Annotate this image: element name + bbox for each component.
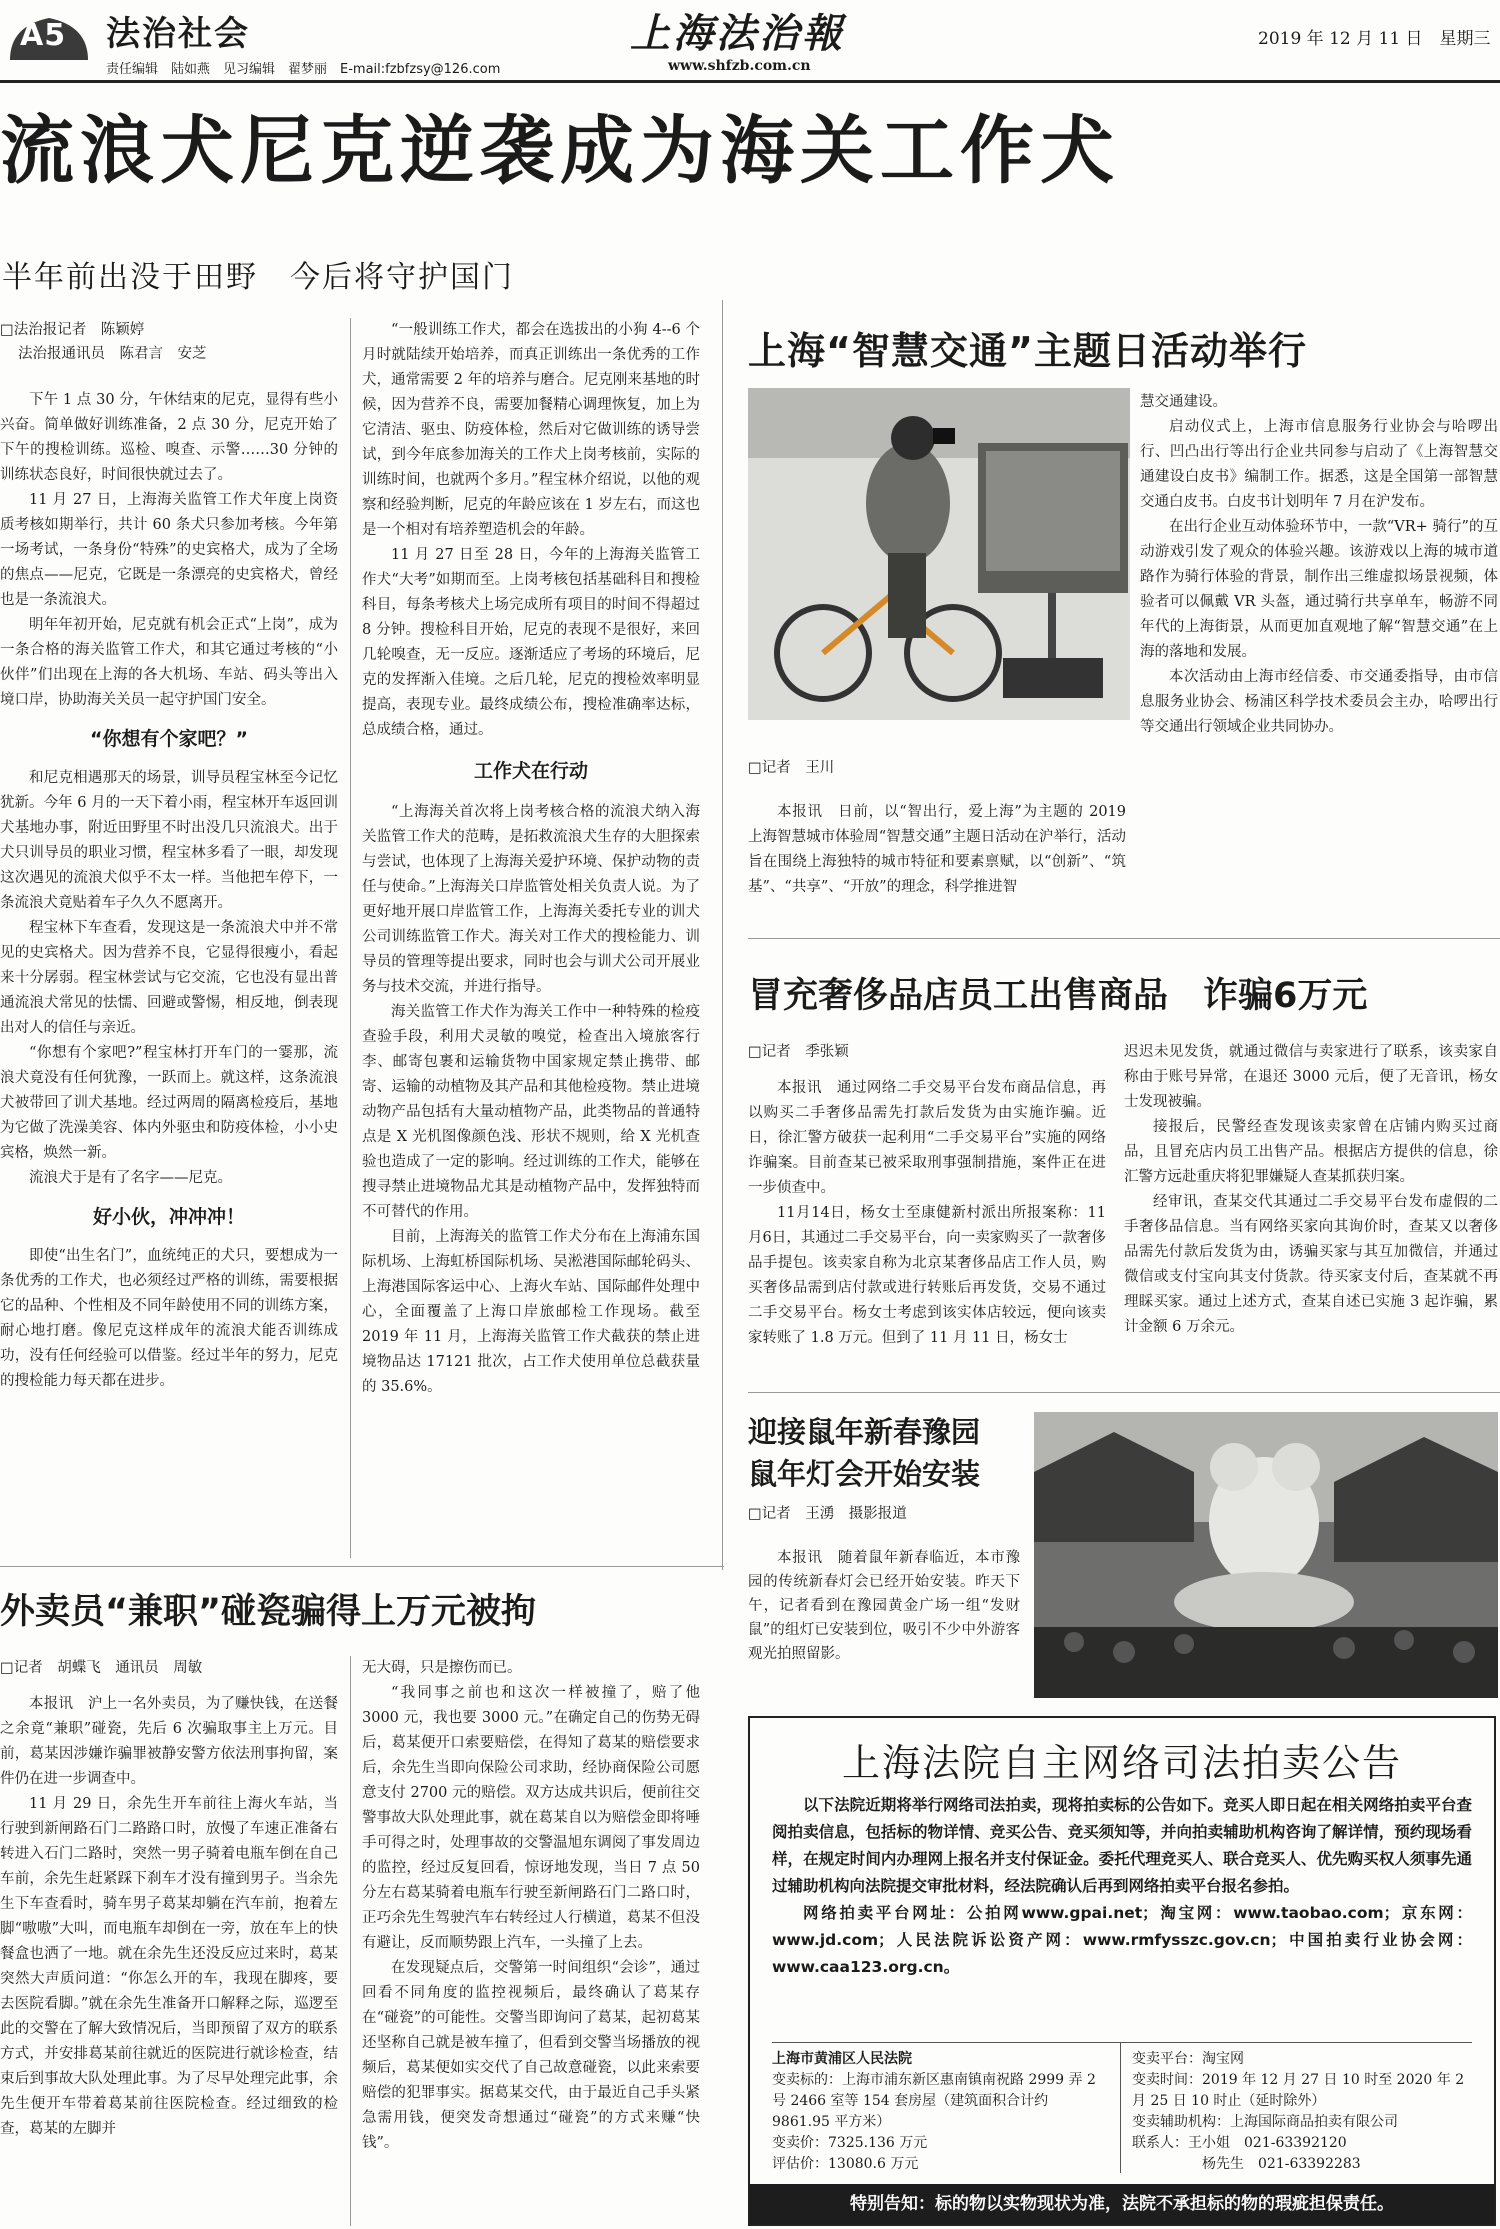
lead-paragraph: 11 月 27 日，上海海关监管工作犬年度上岗资质考核如期举行，共计 60 条犬只参加考核。今年第一场考试，一条身份“特殊”的史宾格犬，成为了全场的焦点——尼克，它既是一条漂亮的史宾格犬，曾经也是一条流浪犬。 xyxy=(0,492,338,608)
lantern-photo xyxy=(1034,1412,1498,1698)
delivery-column-2 xyxy=(362,1656,700,2226)
paper-website: www.shfzb.com.cn xyxy=(668,58,811,74)
page-number-badge xyxy=(4,8,94,64)
lead-paragraph: 11 月 27 日至 28 日，今年的上海海关监管工作犬“大考”如期而至。上岗考核包括基础科目和搜检科目，每条考核犬上场完成所有项目的时间不得超过 8 分钟。搜检科目开始，尼克的表现不是很好，来回几轮嗅查，无一反应。逐渐适应了考场的环境后，尼克的发挥渐入佳境。之后几轮，尼克的搜检效率明显提高，表现专业。最终成绩公布，搜检准确率达标，总成绩合格，通过。 xyxy=(362,547,700,738)
auction-contact-2: 杨先生 021-63392283 xyxy=(1202,2156,1361,2172)
editors-line: 责任编辑 陆如燕 见习编辑 翟梦丽 E-mail:fzbfzsy@126.com xyxy=(106,62,501,77)
traffic-intro xyxy=(748,800,1126,910)
auction-contact-1: 联系人：王小姐 021-63392120 xyxy=(1132,2135,1347,2151)
auction-notice-box xyxy=(748,1716,1496,2226)
lead-paragraph: 即使“出生名门”，血统纯正的犬只，要想成为一条优秀的工作犬，也必须经过严格的训练，需要根据它的品种、个性相及不同年龄使用不同的训练方案，耐心地打磨。像尼克这样成年的流浪犬能否训练成功，没有任何经验可以借鉴。经过半年的努力，尼克的搜检能力每天都在进步。 xyxy=(0,1248,338,1389)
auction-item: 变卖标的：上海市浦东新区惠南镇南祝路 2999 弄 2 号 2466 室等 154 套房屋（建筑面积合计约 9861.95 平方米） xyxy=(772,2072,1096,2130)
traffic-paragraph: 启动仪式上，上海市信息服务行业协会与哈啰出行、凹凸出行等出行企业共同参与启动了《上海智慧交通建设白皮书》编制工作。据悉，这是全国第一部智慧交通白皮书。白皮书计划明年 7 月在沪发布。 xyxy=(1140,419,1498,510)
issue-date: 2019 年 12 月 11 日 星期三 xyxy=(1258,29,1491,49)
traffic-paragraph: 本报讯 日前，以“智出行，爱上海”为主题的 2019 上海智慧城市体验周“智慧交通”主题日活动在沪举行，活动旨在围绕上海独特的城市特征和要素禀赋，以“创新”、“筑基”、“共享”、“开放”的理念，科学推进智 xyxy=(748,804,1126,895)
lead-paragraph: 流浪犬于是有了名字——尼克。 xyxy=(29,1170,232,1186)
lead-byline xyxy=(0,318,340,366)
traffic-column-right xyxy=(1140,390,1498,910)
auction-appraisal: 评估价：13080.6 万元 xyxy=(772,2156,919,2172)
delivery-paragraph: 无大碍，只是擦伤而已。 xyxy=(362,1660,522,1676)
luxury-paragraph: 迟迟未见发货，就通过微信与卖家进行了联系，该卖家自称由于账号异常，在退还 3000 元后，便了无音讯，杨女士发现被骗。 xyxy=(1124,1044,1498,1110)
lead-paragraph: 和尼克相遇那天的场景，训导员程宝林至今记忆犹新。今年 6 月的一天下着小雨，程宝林开车返回训犬基地办事，附近田野里不时出没几只流浪犬。出于犬只训导员的职业习惯，程宝林多看了一眼，却发现这次遇见的流浪犬似乎不太一样。当他把车停下，一条流浪犬竟贴着车子久久不愿离开。 xyxy=(0,770,338,911)
lead-byline-reporter: □法治报记者 陈颖婷 xyxy=(0,322,145,338)
vr-cycling-photo-icon xyxy=(748,388,1130,720)
lead-byline-correspondents: 法治报通讯员 陈君言 安芝 xyxy=(18,346,207,362)
lead-paragraph: 海关监管工作犬作为海关工作中一种特殊的检疫查验手段，利用犬灵敏的嗅觉，检查出入境旅客行李、邮寄包裹和运输货物中国家规定禁止携带、邮寄、运输的动植物及其产品和其他检疫物。禁止进境动物产品包括有大量动植物产品，此类物品的普通特点是 X 光机图像颜色浅、形状不规则，给 X 光机查验也造成了一定的影响。经过训练的工作犬，能够在搜寻禁止进境物品尤其是动植物产品中，发挥独特而不可替代的作用。 xyxy=(362,1004,700,1220)
lead-paragraph: 目前，上海海关的监管工作犬分布在上海浦东国际机场、上海虹桥国际机场、吴淞港国际邮轮码头、上海港国际客运中心、上海火车站、国际邮件处理中心，全面覆盖了上海口岸旅邮检工作现场。截至 2019 年 11 月，上海海关监管工作犬截获的禁止进境物品达 17121 批次，占工作犬使用单位总截获量的 35.6%。 xyxy=(362,1229,700,1395)
traffic-byline: □记者 王川 xyxy=(748,760,835,776)
auction-notice-intro: 以下法院近期将举行网络司法拍卖，现将拍卖标的公告如下。竞买人即日起在相关网络拍卖平台查阅拍卖信息，包括标的物详情、竞买公告、竞买须知等，并向拍卖辅助机构咨询了解详情，预约现场看样，在规定时间内办理网上报名并支付保证金。委托代理竞买人、联合竞买人、优先购买权人须事先通过辅助机构向法院提交审批材料，经法院确认后再到网络拍卖平台报名参拍。 xyxy=(772,1796,1472,1895)
auction-price: 变卖价：7325.136 万元 xyxy=(772,2135,928,2151)
delivery-top-rule xyxy=(0,1566,724,1567)
rat-lantern-photo-icon xyxy=(1034,1412,1498,1698)
lead-paragraph: 程宝林下车查看，发现这是一条流浪犬中并不常见的史宾格犬。因为营养不良，它显得很瘦小，看起来十分孱弱。程宝林尝试与它交流，它也没有显出普通流浪犬常见的怯懦、回避或警惕，相反地，倒表现出对人的信任与亲近。 xyxy=(0,920,338,1036)
lead-subheadline: 半年前出没于田野 今后将守护国门 xyxy=(2,260,514,295)
page-number: A5 xyxy=(20,18,67,53)
lead-paragraph: “上海海关首次将上岗考核合格的流浪犬纳入海关监管工作犬的范畴，是拓救流浪犬生存的大胆探索与尝试，也体现了上海海关爱护环境、保护动物的责任与使命。”上海海关口岸监管处相关负责人说。为了更好地开展口岸监管工作，上海海关委托专业的训犬公司训练监管工作犬。海关对工作犬的搜检能力、训导员的管理等提出要求，同时也会与训犬公司开展业务与技术交流，并进行指导。 xyxy=(362,804,700,995)
lead-column-1 xyxy=(0,388,338,1553)
column-divider-main xyxy=(722,300,723,1570)
auction-notice-title: 上海法院自主网络司法拍卖公告 xyxy=(841,1741,1402,1785)
luxury-paragraph: 接报后，民警经查发现该卖家曾在店铺内购买过商品，且冒充店内员工出售产品。根据店方提供的信息，徐汇警方远赴重庆将犯罪嫌疑人查某抓获归案。 xyxy=(1124,1119,1498,1185)
section-name: 法治社会 xyxy=(106,14,250,54)
luxury-column-2 xyxy=(1124,1040,1498,1376)
delivery-paragraph: 本报讯 沪上一名外卖员，为了赚快钱，在送餐之余竟“兼职”碰瓷，先后 6 次骗取事主上万元。目前，葛某因涉嫌诈骗罪被静安警方依法刑事拘留，案件仍在进一步调查中。 xyxy=(0,1696,338,1787)
traffic-paragraph: 在出行企业互动体验环节中，一款“VR+ 骑行”的互动游戏引发了观众的体验兴趣。该游戏以上海的城市道路作为骑行体验的背景，制作出三维虚拟场景视频，体验者可以佩戴 VR 头盔，通过骑行共享单车，畅游不同年代的上海街景，从而更加直观地了解“智慧交通”在上海的落地和发展。 xyxy=(1140,519,1498,660)
luxury-bottom-rule xyxy=(748,1392,1500,1393)
delivery-headline: 外卖员“兼职”碰瓷骗得上万元被拘 xyxy=(0,1592,537,1632)
auction-notice-body xyxy=(772,1792,1472,1981)
auction-agency: 变卖辅助机构：上海国际商品拍卖有限公司 xyxy=(1132,2114,1398,2130)
newyear-headline-1: 迎接鼠年新春豫园 xyxy=(748,1415,981,1449)
delivery-column-1 xyxy=(0,1692,338,2227)
luxury-headline: 冒充奢侈品店员工出售商品 诈骗6万元 xyxy=(748,976,1368,1016)
auction-item-divider xyxy=(1120,2043,1121,2173)
auction-item-right xyxy=(1132,2049,1472,2175)
auction-item-table xyxy=(772,2042,1472,2173)
column-divider-lead xyxy=(350,318,351,1558)
delivery-byline: □记者 胡蝶飞 通讯员 周敏 xyxy=(0,1660,203,1676)
auction-item-left xyxy=(772,2049,1110,2175)
paper-name: 上海法治報 xyxy=(630,10,845,57)
newyear-headline-2: 鼠年灯会开始安装 xyxy=(748,1457,981,1491)
lead-subhead-working: 工作犬在行动 xyxy=(473,760,588,782)
luxury-paragraph: 11月14日，杨女士至康健新村派出所报案称：11月6日，其通过二手交易平台，向一卖家购买了一款奢侈品手提包。该卖家自称为北京某奢侈品店工作人员，购买奢侈品需到店付款或进行转账后再发货，交易不通过二手交易平台。杨女士考虑到该实体店较远，便向该卖家转账了 1.8 万元。但到了 11 月 11 日，杨女士 xyxy=(748,1205,1106,1346)
auction-court: 上海市黄浦区人民法院 xyxy=(772,2051,912,2067)
lead-paragraph: 明年年初开始，尼克就有机会正式“上岗”，成为一条合格的海关监管工作犬，和其它通过考核的“小伙伴”们出现在上海的各大机场、车站、码头等出入境口岸，协助海关关员一起守护国门安全。 xyxy=(0,617,338,708)
luxury-paragraph: 经审讯，查某交代其通过二手交易平台发布虚假的二手奢侈品信息。当有网络买家向其询价时，查某又以奢侈品需先付款后发货为由，诱骗买家与其互加微信，并通过微信或支付宝向其支付货款。待买家支付后，查某就不再理睬买家。通过上述方式，查某自述已实施 3 起诈骗，累计金额 6 万余元。 xyxy=(1124,1194,1498,1335)
delivery-paragraph: 11 月 29 日，余先生开车前往上海火车站，当行驶到新闸路石门二路路口时，放慢了车速正准备右转进入石门二路时，突然一男子骑着电瓶车倒在自己车前，余先生赶紧踩下刹车才没有撞到男子。当余先生下车查看时，骑车男子葛某却躺在汽车前，抱着左脚“嗷嗷”大叫，而电瓶车却倒在一旁，放在车上的快餐盒也洒了一地。就在余先生还没反应过来时，葛某突然大声质问道：“你怎么开的车，我现在脚疼，要去医院看脚。”就在余先生准备开口解释之际，巡逻至此的交警在了解大致情况后，当即预留了双方的联系方式，并安排葛某前往就近的医院进行就诊检查，结束后到事故大队处理此事。为了尽早处理完此事，余先生便开车带着葛某前往医院检查。经过细致的检查，葛某的左脚并 xyxy=(0,1796,338,2137)
newyear-paragraph: 本报讯 随着鼠年新春临近，本市豫园的传统新春灯会已经开始安装。昨天下午，记者看到在豫园黄金广场一组“发财鼠”的组灯已安装到位，吸引不少中外游客观光拍照留影。 xyxy=(748,1550,1020,1662)
lead-subhead-home: “你想有个家吧？” xyxy=(90,728,248,750)
traffic-bottom-rule xyxy=(748,938,1500,939)
auction-notice-footer: 特别告知：标的物以实物现状为准，法院不承担标的物的瑕疵担保责任。 xyxy=(750,2184,1494,2224)
newyear-byline: □记者 王湧 摄影报道 xyxy=(748,1506,907,1522)
newyear-body xyxy=(748,1546,1020,1696)
auction-time: 变卖时间：2019 年 12 月 27 日 10 时至 2020 年 2 月 25 日 10 时止（延时除外） xyxy=(1132,2072,1465,2109)
lead-subhead-go: 好小伙，冲冲冲！ xyxy=(92,1206,245,1228)
luxury-paragraph: 本报讯 通过网络二手交易平台发布商品信息，再以购买二手奢侈品需先打款后发货为由实施诈骗。近日，徐汇警方破获一起利用“二手交易平台”实施的网络诈骗案。目前查某已被采取刑事强制措施，案件正在进一步侦查中。 xyxy=(748,1080,1106,1196)
traffic-photo xyxy=(748,388,1130,720)
lead-headline: 流浪犬尼克逆袭成为海关工作犬 xyxy=(0,108,1120,194)
traffic-paragraph: 慧交通建设。 xyxy=(1140,394,1227,410)
traffic-paragraph: 本次活动由上海市经信委、市交通委指导，由市信息服务业协会、杨浦区科学技术委员会主办，哈啰出行等交通出行领域企业共同协办。 xyxy=(1140,669,1498,735)
delivery-paragraph: 在发现疑点后，交警第一时间组织“会诊”，通过回看不同角度的监控视频后，最终确认了葛某存在“碰瓷”的可能性。交警当即询问了葛某，起初葛某还坚称自己就是被车撞了，但看到交警当场播放的视频后，葛某便如实交代了自己故意碰瓷，以此来索要赔偿的犯罪事实。据葛某交代，由于最近自己手头紧急需用钱，便突发奇想通过“碰瓷”的方式来赚“快钱”。 xyxy=(362,1960,700,2151)
traffic-headline: 上海“智慧交通”主题日活动举行 xyxy=(748,329,1307,373)
lead-paragraph: “你想有个家吧?”程宝林打开车门的一霎那，流浪犬竟没有任何犹豫，一跃而上。就这样，这条流浪犬被带回了训犬基地。经过两周的隔离检疫后，基地为它做了洗澡美容、体内外驱虫和防疫体检，小小史宾格，焕然一新。 xyxy=(0,1045,338,1161)
auction-notice-platforms: 网络拍卖平台网址：公拍网www.gpai.net；淘宝网：www.taobao.com；京东网：www.jd.com；人民法院诉讼资产网：www.rmfysszc.gov.cn；中国拍卖行业协会网：www.caa123.org.cn。 xyxy=(772,1904,1472,1976)
masthead xyxy=(0,0,1500,80)
column-divider-delivery xyxy=(350,1656,351,2226)
lead-paragraph: “一般训练工作犬，都会在选拔出的小狗 4--6 个月时就陆续开始培养，而真正训练出一条优秀的工作犬，通常需要 2 年的培养与磨合。尼克刚来基地的时候，因为营养不良，需要加餐精心调理恢复，加上为它清洁、驱虫、防疫体检，然后对它做训练的诱导尝试，到今年底参加海关的工作犬上岗考核前，实际的训练时间，也就两个多月。”程宝林介绍说，以他的观察和经验判断，尼克的年龄应该在 1 岁左右，而这也是一个相对有培养塑造机会的年龄。 xyxy=(362,322,700,538)
delivery-paragraph: “我同事之前也和这次一样被撞了，赔了他 3000 元，我也要 3000 元。”在确定自己的伤势无碍后，葛某便开口索要赔偿，在得知了葛某的赔偿要求后，余先生当即向保险公司求助，经协商保险公司愿意支付 2700 元的赔偿。双方达成共识后，便前往交警事故大队处理此事，就在葛某自以为赔偿金即将唾手可得之时，处理事故的交警温旭东调阅了事发周边的监控，经过反复回看，惊讶地发现，当日 7 点 50 分左右葛某骑着电瓶车行驶至新闸路石门二路口时，正巧余先生驾驶汽车右转经过人行横道，葛某不但没有避让，反而顺势跟上汽车，一头撞了上去。 xyxy=(362,1685,700,1951)
lead-column-2 xyxy=(362,318,700,1553)
masthead-rule xyxy=(0,80,1500,83)
luxury-column-1 xyxy=(748,1076,1106,1376)
lead-paragraph: 下午 1 点 30 分，午休结束的尼克，显得有些小兴奋。简单做好训练准备，2 点 30 分，尼克开始了下午的搜检训练。巡检、嗅查、示警……30 分钟的训练状态良好，时间很快就过去了。 xyxy=(0,392,338,483)
auction-platform: 变卖平台：淘宝网 xyxy=(1132,2051,1244,2067)
luxury-byline: □记者 季张颖 xyxy=(748,1044,849,1060)
